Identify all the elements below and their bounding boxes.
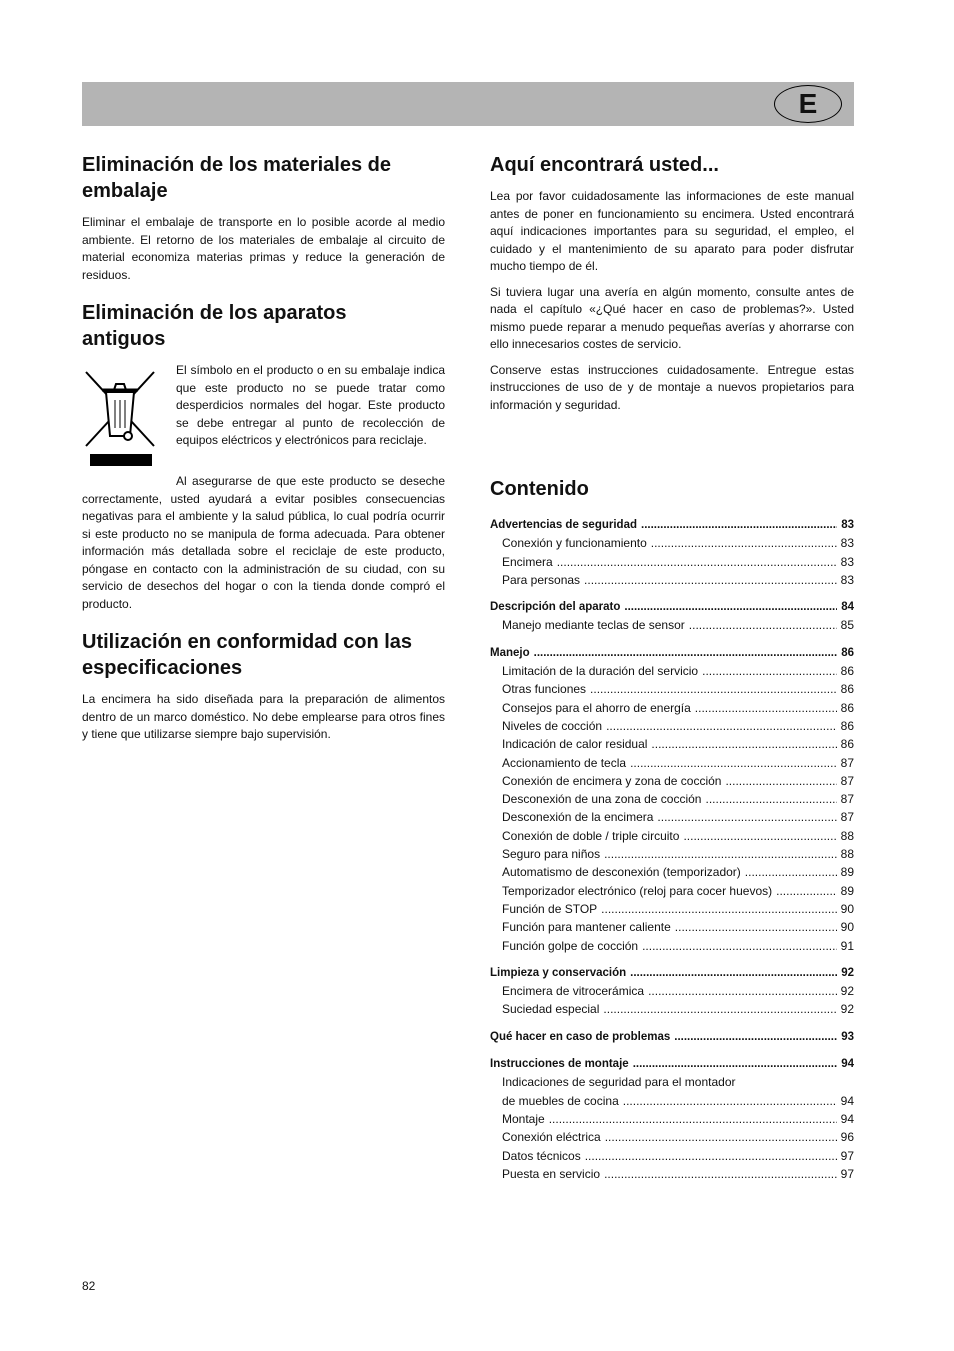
section-text: Eliminar el embalaje de transporte en lo posible acorde al medio ambiente. El retorno de los materiales de embalaje al circuito de material economiza materias primas y reduce la generación de residuos. — [82, 215, 445, 282]
toc-entry[interactable]: Consejos para el ahorro de energía ..... 86 — [490, 699, 854, 717]
toc-entry[interactable]: Manejo ..... 86 — [490, 644, 854, 662]
toc-entry[interactable]: Desconexión de la encimera ..... 87 — [490, 808, 854, 826]
toc-entry[interactable]: Conexión de encimera y zona de cocción ..... 87 — [490, 772, 854, 790]
toc-entry[interactable]: Limpieza y conservación ..... 92 — [490, 964, 854, 982]
section-text: Lea por favor cuidadosamente las informaciones de este manual antes de poner en funcionamiento su encimera. Usted encontrará aquí indicaciones importantes para su seguridad, el empleo, el cuidado y el mantenimiento de su aparato para poder disfrutar mucho tiempo de él. — [490, 189, 854, 273]
toc-entry[interactable]: Qué hacer en caso de problemas ..... 93 — [490, 1028, 854, 1046]
toc-entry[interactable]: Encimera de vitrocerámica ..... 92 — [490, 982, 854, 1000]
right-column — [490, 152, 854, 1183]
section-intro — [490, 152, 854, 414]
toc-entry[interactable]: Descripción del aparato ..... 84 — [490, 598, 854, 616]
toc-entry[interactable]: Suciedad especial ..... 92 — [490, 1000, 854, 1018]
toc-entry[interactable]: Función para mantener caliente ..... 90 — [490, 918, 854, 936]
toc-entry[interactable]: Conexión eléctrica ..... 96 — [490, 1128, 854, 1146]
weee-crossed-bin-icon — [82, 366, 162, 473]
toc-entry[interactable]: de muebles de cocina ..... 94 — [490, 1092, 854, 1110]
header-bar — [82, 82, 854, 126]
section-text: Conserve estas instrucciones cuidadosamente. Entregue estas instrucciones de uso de y de montaje a nuevos propietarios para información y seguridad. — [490, 362, 854, 412]
toc-entry[interactable]: Datos técnicos ..... 97 — [490, 1147, 854, 1165]
toc-entry[interactable]: Conexión de doble / triple circuito ..... 88 — [490, 827, 854, 845]
section-intended-use — [82, 629, 445, 744]
section-title: Eliminación de los materiales de embalaje — [82, 154, 392, 202]
toc-entry[interactable]: Encimera ..... 83 — [490, 553, 854, 571]
toc-entry[interactable]: Función de STOP ..... 90 — [490, 900, 854, 918]
toc-entry[interactable]: Puesta en servicio ..... 97 — [490, 1165, 854, 1183]
section-title: Utilización en conformidad con las especificaciones — [82, 631, 413, 679]
section-packaging — [82, 152, 445, 284]
toc-entry[interactable]: Niveles de cocción ..... 86 — [490, 717, 854, 735]
section-text: Al asegurarse de que este producto se deseche correctamente, usted ayudará a evitar posibles consecuencias negativas para el ambiente y la salud pública, lo cual podría ocurrir si este producto no se manipula de forma adecuada. Para obtener información más detallada sobre el reciclaje de este producto, póngase en contacto con la administración de su ciudad, con su servicio de desechos del hogar o con la tienda donde compró el producto. — [82, 474, 445, 611]
toc-entry[interactable]: Para personas ..... 83 — [490, 571, 854, 589]
language-badge: E — [774, 85, 842, 123]
toc-title: Contenido — [490, 478, 589, 500]
section-title: Aquí encontrará usted... — [490, 154, 719, 176]
toc-entry[interactable]: Limitación de la duración del servicio ..... 86 — [490, 662, 854, 680]
toc-entry[interactable]: Accionamiento de tecla ..... 87 — [490, 754, 854, 772]
toc-entry[interactable]: Otras funciones ..... 86 — [490, 680, 854, 698]
toc-entry[interactable]: Automatismo de desconexión (temporizador) ..... 89 — [490, 863, 854, 881]
toc-entry[interactable]: Instrucciones de montaje ..... 94 — [490, 1055, 854, 1073]
toc-entry[interactable]: Temporizador electrónico (reloj para cocer huevos) ..... 89 — [490, 882, 854, 900]
toc-entry[interactable]: Seguro para niños ..... 88 — [490, 845, 854, 863]
toc-entry[interactable]: Conexión y funcionamiento ..... 83 — [490, 534, 854, 552]
page-number: 82 — [82, 1279, 96, 1293]
toc-entry[interactable]: Indicación de calor residual ..... 86 — [490, 735, 854, 753]
toc-entry[interactable]: Montaje ..... 94 — [490, 1110, 854, 1128]
toc-entry-text: Indicaciones de seguridad para el montador — [502, 1075, 736, 1090]
section-title: Eliminación de los aparatos antiguos — [82, 302, 347, 350]
toc-entry[interactable]: Advertencias de seguridad ..... 83 — [490, 516, 854, 534]
toc-entry[interactable]: Función golpe de cocción ..... 91 — [490, 937, 854, 955]
section-old-appliances — [82, 300, 445, 613]
left-column — [82, 152, 445, 760]
toc-entry[interactable]: Desconexión de una zona de cocción ..... 87 — [490, 790, 854, 808]
section-text: Si tuviera lugar una avería en algún momento, consulte antes de nada el capítulo «¿Qué hacer en caso de problemas?». Usted mismo puede reparar a menudo pequeñas averías y ahorrarse con ello innecesarios costes de servicio. — [490, 284, 854, 351]
section-text: La encimera ha sido diseñada para la preparación de alimentos dentro de un marco doméstico. No debe emplearse para otros fines y tiene que utilizarse siempre bajo supervisión. — [82, 692, 445, 741]
table-of-contents — [490, 476, 854, 1183]
section-text: El símbolo en el producto o en su embalaje indica que este producto no se puede tratar como desperdicios normales del hogar. Este producto se debe entregar al punto de recolección de equipos eléctricos y electrónicos para reciclaje. — [176, 363, 445, 447]
toc-entry[interactable]: Manejo mediante teclas de sensor ..... 85 — [490, 616, 854, 634]
